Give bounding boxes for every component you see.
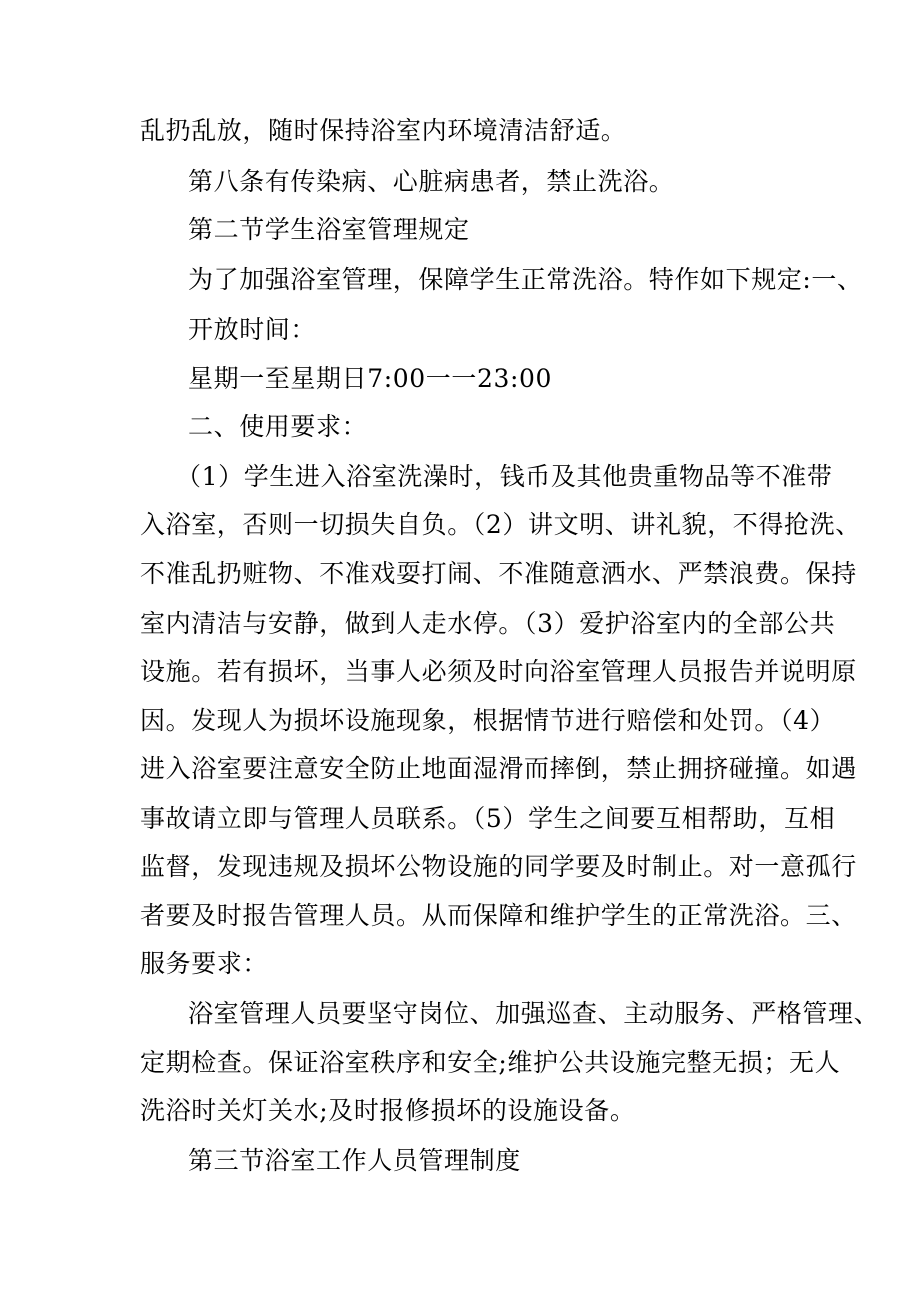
- text-line: 星期一至星期日7:00一一23:00: [188, 364, 552, 393]
- section-heading: 第三节浴室工作人员管理制度: [188, 1146, 521, 1175]
- text-line: 服务要求：: [140, 949, 269, 978]
- text-line: 监督，发现违规及损坏公物设施的同学要及时制止。对一意孤行: [140, 852, 857, 881]
- text-line: （1）学生进入浴室洗澡时，钱币及其他贵重物品等不准带: [176, 462, 833, 491]
- text-line: 入浴室，否则一切损失自负。（2）讲文明、讲礼貌，不得抢洗、: [140, 510, 861, 539]
- section-heading: 第二节学生浴室管理规定: [188, 215, 470, 244]
- text-line: 为了加强浴室管理，保障学生正常洗浴。特作如下规定:一、: [188, 265, 863, 294]
- text-line: 洗浴时关灯关水;及时报修损坏的设施设备。: [140, 1096, 636, 1125]
- text-line: 因。发现人为损坏设施现象，根据情节进行赔偿和处罚。（4）: [140, 706, 836, 735]
- text-line: 事故请立即与管理人员联系。（5）学生之间要互相帮助，互相: [140, 804, 836, 833]
- text-line: 乱扔乱放，随时保持浴室内环境清洁舒适。: [140, 116, 627, 145]
- text-line: 者要及时报告管理人员。从而保障和维护学生的正常洗浴。三、: [140, 901, 857, 930]
- text-line: 进入浴室要注意安全防止地面湿滑而摔倒，禁止拥挤碰撞。如遇: [140, 754, 857, 783]
- text-line: 设施。若有损坏，当事人必须及时向浴室管理人员报告并说明原: [140, 657, 857, 686]
- text-line: 二、使用要求：: [188, 412, 368, 441]
- text-line: 室内清洁与安静，做到人走水停。（3）爱护浴室内的全部公共: [140, 609, 836, 638]
- text-line: 不准乱扔赃物、不准戏耍打闹、不准随意洒水、严禁浪费。保持: [140, 559, 857, 588]
- text-line: 第八条有传染病、心脏病患者，禁止洗浴。: [188, 167, 675, 196]
- text-line: 浴室管理人员要坚守岗位、加强巡查、主动服务、严格管理、: [188, 999, 880, 1028]
- text-line: 定期检查。保证浴室秩序和安全;维护公共设施完整无损；无人: [140, 1048, 841, 1077]
- text-line: 开放时间：: [188, 315, 317, 344]
